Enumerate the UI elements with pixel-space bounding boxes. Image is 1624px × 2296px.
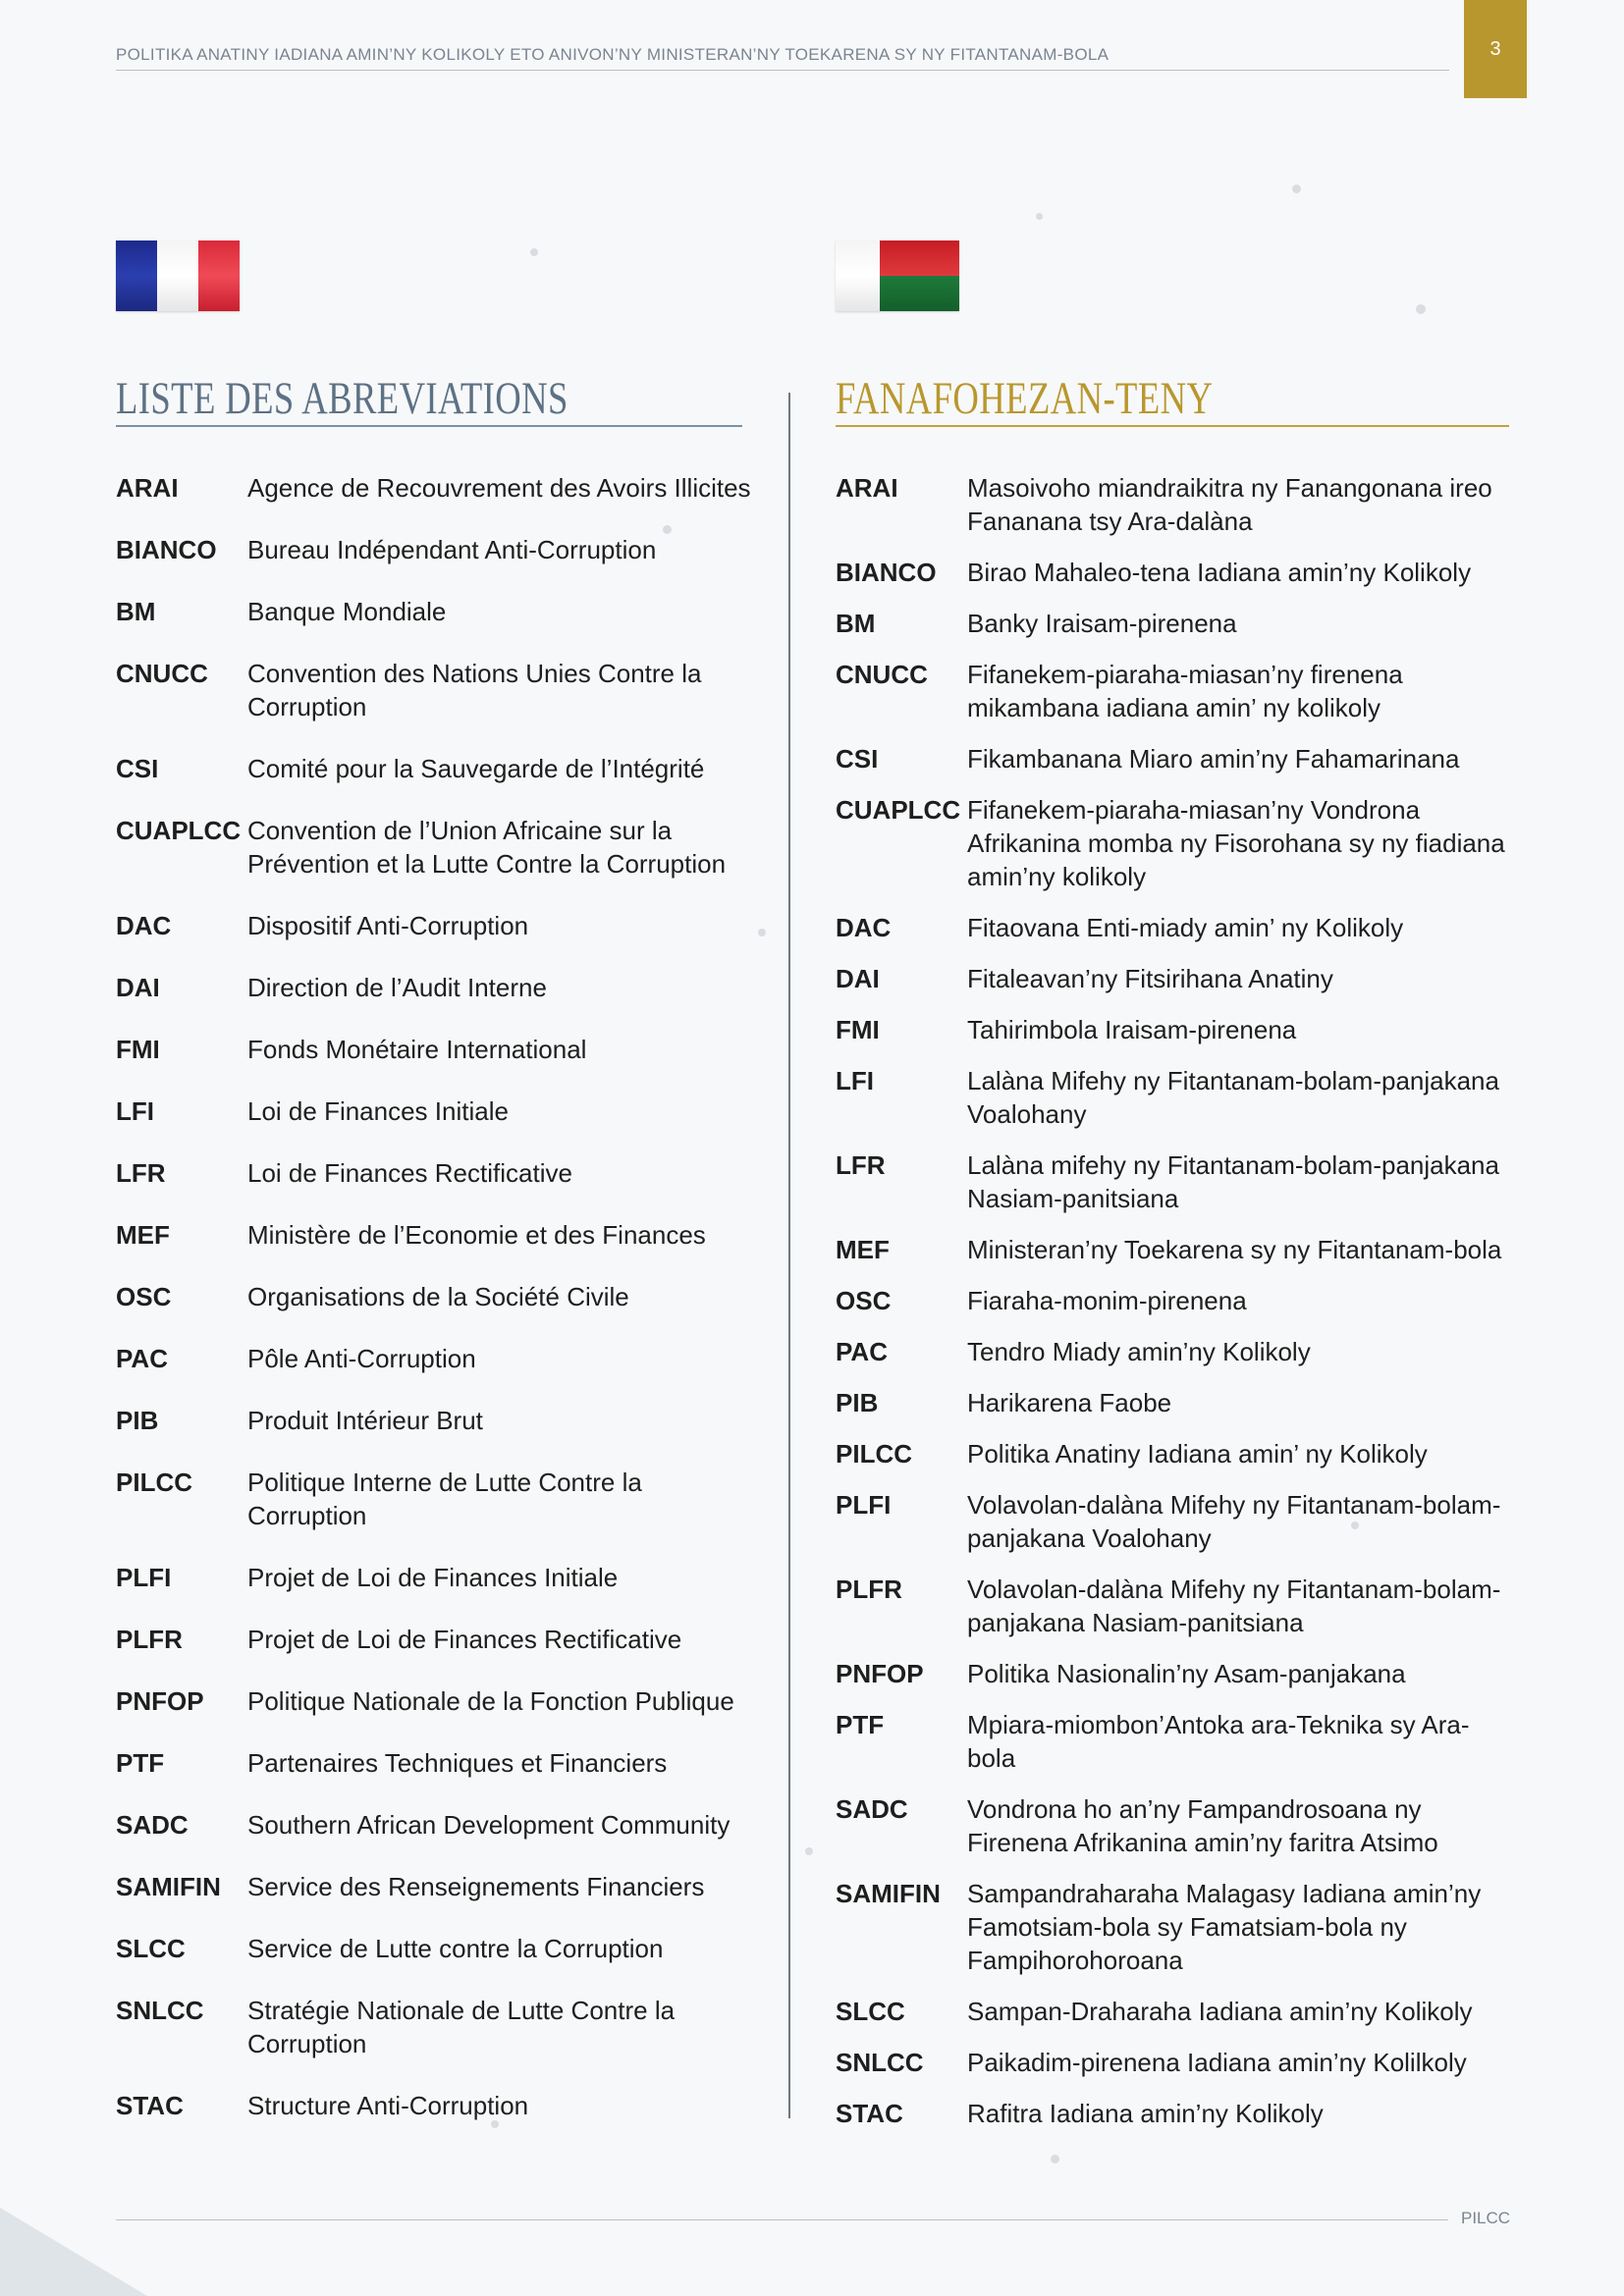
abbreviation-code: BIANCO: [116, 535, 217, 564]
abbreviation-code: CUAPLCC: [116, 816, 242, 845]
abbreviation-code: BM: [836, 609, 876, 638]
background-dot: [1416, 304, 1426, 314]
abbreviation-code: SLCC: [836, 1997, 905, 2026]
abbreviation-entry: [836, 1437, 1513, 1470]
abbreviation-code: OSC: [836, 1286, 892, 1315]
abbreviation-definition: Fitaovana Enti-miady amin’ ny Kolikoly: [967, 913, 1404, 942]
abbreviation-entry: [116, 1280, 754, 1313]
abbreviation-definition: Fifanekem-piaraha-miasan’ny Vondrona Afrikanina momba ny Fisorohana sy ny fiadiana amin’ny kolikoly: [967, 795, 1505, 891]
abbreviation-entry: [836, 1573, 1513, 1639]
abbreviation-definition: Volavolan-dalàna Mifehy ny Fitantanam-bolam-panjakana Voalohany: [967, 1490, 1501, 1553]
abbreviation-definition: Mpiara-miombon’Antoka ara-Teknika sy Ara-bola: [967, 1710, 1470, 1773]
malagasy-section-title: FANAFOHEZAN-TENY: [836, 373, 1214, 424]
abbreviation-definition: Projet de Loi de Finances Initiale: [247, 1563, 619, 1592]
abbreviation-entry: [836, 1657, 1513, 1690]
abbreviation-definition: Pôle Anti-Corruption: [247, 1344, 476, 1373]
abbreviation-entry: [116, 1746, 754, 1780]
abbreviation-code: ARAI: [116, 473, 179, 503]
corner-decoration: [0, 2208, 147, 2296]
abbreviation-definition: Southern African Development Community: [247, 1810, 731, 1840]
footer-rule: [116, 2219, 1448, 2220]
abbreviation-definition: Comité pour la Sauvegarde de l’Intégrité: [247, 754, 705, 783]
abbreviation-entry: [836, 1013, 1513, 1046]
abbreviation-definition: Loi de Finances Initiale: [247, 1096, 509, 1126]
abbreviation-definition: Volavolan-dalàna Mifehy ny Fitantanam-bolam-panjakana Nasiam-panitsiana: [967, 1575, 1501, 1637]
abbreviation-definition: Rafitra Iadiana amin’ny Kolikoly: [967, 2099, 1324, 2128]
abbreviation-definition: Agence de Recouvrement des Avoirs Illicites: [247, 473, 751, 503]
france-flag-icon: [116, 240, 240, 311]
background-dot: [530, 248, 538, 256]
abbreviation-code: SADC: [116, 1810, 189, 1840]
header-rule: [116, 70, 1449, 71]
background-dot: [805, 1847, 813, 1855]
abbreviation-code: FMI: [836, 1015, 880, 1044]
abbreviation-code: OSC: [116, 1282, 172, 1311]
abbreviation-definition: Politika Anatiny Iadiana amin’ ny Kolikoly: [967, 1439, 1428, 1468]
abbreviation-code: CNUCC: [116, 659, 208, 688]
abbreviation-code: STAC: [836, 2099, 903, 2128]
abbreviation-entry: [116, 657, 754, 723]
abbreviation-entry: [836, 1064, 1513, 1131]
abbreviation-code: MEF: [116, 1220, 170, 1250]
abbreviation-code: FMI: [116, 1035, 160, 1064]
background-dot: [1292, 185, 1301, 193]
abbreviation-definition: Fonds Monétaire International: [247, 1035, 587, 1064]
abbreviation-entry: [116, 971, 754, 1004]
abbreviation-code: SLCC: [116, 1934, 186, 1963]
abbreviation-code: PILCC: [836, 1439, 912, 1468]
abbreviation-definition: Lalàna mifehy ny Fitantanam-bolam-panjakana Nasiam-panitsiana: [967, 1150, 1499, 1213]
abbreviation-definition: Politika Nasionalin’ny Asam-panjakana: [967, 1659, 1406, 1688]
abbreviation-code: PIB: [836, 1388, 879, 1417]
abbreviation-code: DAI: [116, 973, 160, 1002]
abbreviation-code: DAC: [116, 911, 172, 940]
abbreviation-code: SNLCC: [836, 2048, 924, 2077]
page-number-badge: 3: [1464, 0, 1527, 98]
french-section-title: LISTE DES ABREVIATIONS: [116, 373, 568, 424]
abbreviation-definition: Politique Nationale de la Fonction Publique: [247, 1686, 734, 1716]
abbreviation-code: CUAPLCC: [836, 795, 961, 825]
abbreviation-code: PILCC: [116, 1468, 192, 1497]
abbreviation-entry: [116, 1033, 754, 1066]
abbreviation-entry: [836, 1148, 1513, 1215]
abbreviation-code: LFR: [836, 1150, 886, 1180]
abbreviation-entry: [836, 1995, 1513, 2028]
abbreviation-definition: Vondrona ho an’ny Fampandrosoana ny Firenena Afrikanina amin’ny faritra Atsimo: [967, 1794, 1438, 1857]
abbreviation-definition: Dispositif Anti-Corruption: [247, 911, 529, 940]
french-title-rule: [116, 425, 742, 427]
abbreviation-entry: [116, 1994, 754, 2060]
abbreviation-definition: Banque Mondiale: [247, 597, 447, 626]
abbreviation-entry: [836, 556, 1513, 589]
abbreviation-definition: Convention des Nations Unies Contre la Corruption: [247, 659, 702, 721]
abbreviation-code: CNUCC: [836, 660, 928, 689]
abbreviation-definition: Direction de l’Audit Interne: [247, 973, 547, 1002]
malagasy-abbreviation-list: [836, 471, 1513, 2148]
abbreviation-definition: Service des Renseignements Financiers: [247, 1872, 705, 1901]
abbreviation-definition: Fikambanana Miaro amin’ny Fahamarinana: [967, 744, 1460, 774]
abbreviation-code: PNFOP: [116, 1686, 204, 1716]
abbreviation-code: PLFR: [116, 1625, 183, 1654]
background-dot: [1036, 213, 1043, 220]
abbreviation-definition: Paikadim-pirenena Iadiana amin’ny Kolilkoly: [967, 2048, 1467, 2077]
footer-label: PILCC: [1461, 2209, 1511, 2227]
abbreviation-code: PAC: [116, 1344, 168, 1373]
abbreviation-entry: [116, 909, 754, 942]
abbreviation-entry: [836, 1708, 1513, 1775]
abbreviation-definition: Harikarena Faobe: [967, 1388, 1172, 1417]
abbreviation-code: SADC: [836, 1794, 908, 1824]
abbreviation-code: PNFOP: [836, 1659, 924, 1688]
abbreviation-code: MEF: [836, 1235, 890, 1264]
abbreviation-code: PIB: [116, 1406, 159, 1435]
abbreviation-code: LFR: [116, 1158, 166, 1188]
madagascar-flag-icon: [836, 240, 959, 311]
abbreviation-entry: [836, 2097, 1513, 2130]
abbreviation-entry: [836, 911, 1513, 944]
abbreviation-definition: Produit Intérieur Brut: [247, 1406, 483, 1435]
column-divider: [788, 393, 790, 2118]
abbreviation-entry: [836, 1284, 1513, 1317]
abbreviation-entry: [116, 1623, 754, 1656]
abbreviation-code: DAC: [836, 913, 892, 942]
abbreviation-definition: Masoivoho miandraikitra ny Fanangonana ireo Fananana tsy Ara-dalàna: [967, 473, 1492, 536]
abbreviation-entry: [836, 1233, 1513, 1266]
abbreviation-code: DAI: [836, 964, 880, 993]
abbreviation-entry: [116, 1808, 754, 1842]
abbreviation-code: SNLCC: [116, 1996, 204, 2025]
abbreviation-code: CSI: [116, 754, 159, 783]
malagasy-title-rule: [836, 425, 1509, 427]
abbreviation-entry: [836, 793, 1513, 893]
abbreviation-definition: Birao Mahaleo-tena Iadiana amin’ny Kolikoly: [967, 558, 1472, 587]
abbreviation-entry: [836, 607, 1513, 640]
abbreviation-definition: Ministeran’ny Toekarena sy ny Fitantanam-bola: [967, 1235, 1502, 1264]
abbreviation-entry: [116, 533, 754, 566]
abbreviation-entry: [116, 1404, 754, 1437]
abbreviation-code: PAC: [836, 1337, 888, 1366]
abbreviation-definition: Bureau Indépendant Anti-Corruption: [247, 535, 657, 564]
abbreviation-definition: Convention de l’Union Africaine sur la Prévention et la Lutte Contre la Corruption: [247, 816, 727, 879]
abbreviation-definition: Tahirimbola Iraisam-pirenena: [967, 1015, 1297, 1044]
abbreviation-entry: [836, 658, 1513, 724]
abbreviation-definition: Loi de Finances Rectificative: [247, 1158, 572, 1188]
abbreviation-entry: [116, 1870, 754, 1903]
abbreviation-entry: [116, 2089, 754, 2122]
abbreviation-code: BIANCO: [836, 558, 937, 587]
abbreviation-code: PLFI: [836, 1490, 892, 1520]
abbreviation-definition: Sampan-Draharaha Iadiana amin’ny Kolikoly: [967, 1997, 1473, 2026]
abbreviation-entry: [836, 962, 1513, 995]
abbreviation-entry: [836, 2046, 1513, 2079]
abbreviation-entry: [836, 1386, 1513, 1419]
abbreviation-definition: Service de Lutte contre la Corruption: [247, 1934, 664, 1963]
abbreviation-entry: [836, 1488, 1513, 1555]
abbreviation-code: STAC: [116, 2091, 184, 2120]
abbreviation-code: LFI: [836, 1066, 874, 1095]
abbreviation-entry: [116, 814, 754, 881]
abbreviation-code: PLFI: [116, 1563, 172, 1592]
abbreviation-entry: [116, 1218, 754, 1252]
abbreviation-definition: Tendro Miady amin’ny Kolikoly: [967, 1337, 1311, 1366]
french-abbreviation-list: [116, 471, 754, 2151]
abbreviation-definition: Fitaleavan’ny Fitsirihana Anatiny: [967, 964, 1333, 993]
abbreviation-entry: [116, 471, 754, 505]
abbreviation-entry: [116, 1684, 754, 1718]
abbreviation-code: PTF: [836, 1710, 885, 1739]
abbreviation-entry: [116, 1156, 754, 1190]
abbreviation-definition: Organisations de la Société Civile: [247, 1282, 629, 1311]
abbreviation-entry: [836, 1792, 1513, 1859]
abbreviation-entry: [836, 742, 1513, 775]
background-dot: [758, 929, 766, 936]
abbreviation-entry: [116, 595, 754, 628]
abbreviation-definition: Politique Interne de Lutte Contre la Corruption: [247, 1468, 642, 1530]
abbreviation-code: PTF: [116, 1748, 165, 1778]
abbreviation-definition: Lalàna Mifehy ny Fitantanam-bolam-panjakana Voalohany: [967, 1066, 1499, 1129]
background-dot: [1051, 2155, 1059, 2163]
abbreviation-definition: Sampandraharaha Malagasy Iadiana amin’ny Famotsiam-bola sy Famatsiam-bola ny Fampihorohoroana: [967, 1879, 1482, 1975]
abbreviation-code: CSI: [836, 744, 879, 774]
abbreviation-entry: [116, 752, 754, 785]
abbreviation-code: ARAI: [836, 473, 898, 503]
abbreviation-entry: [116, 1466, 754, 1532]
abbreviation-definition: Banky Iraisam-pirenena: [967, 609, 1237, 638]
abbreviation-definition: Projet de Loi de Finances Rectificative: [247, 1625, 682, 1654]
running-header: POLITIKA ANATINY IADIANA AMIN’NY KOLIKOLY ETO ANIVON’NY MINISTERAN’NY TOEKARENA SY NY FITANTANAM-BOLA: [116, 45, 1110, 64]
abbreviation-code: PLFR: [836, 1575, 902, 1604]
abbreviation-definition: Ministère de l’Economie et des Finances: [247, 1220, 706, 1250]
abbreviation-definition: Fifanekem-piaraha-miasan’ny firenena mikambana iadiana amin’ ny kolikoly: [967, 660, 1403, 722]
abbreviation-entry: [836, 1335, 1513, 1368]
abbreviation-definition: Structure Anti-Corruption: [247, 2091, 529, 2120]
abbreviation-entry: [116, 1561, 754, 1594]
abbreviation-definition: Stratégie Nationale de Lutte Contre la Corruption: [247, 1996, 676, 2058]
abbreviation-code: SAMIFIN: [836, 1879, 941, 1908]
abbreviation-entry: [116, 1095, 754, 1128]
abbreviation-definition: Partenaires Techniques et Financiers: [247, 1748, 668, 1778]
abbreviation-entry: [836, 471, 1513, 538]
abbreviation-entry: [116, 1932, 754, 1965]
abbreviation-entry: [836, 1877, 1513, 1977]
abbreviation-code: BM: [116, 597, 156, 626]
abbreviation-definition: Fiaraha-monim-pirenena: [967, 1286, 1247, 1315]
abbreviation-entry: [116, 1342, 754, 1375]
abbreviation-code: LFI: [116, 1096, 154, 1126]
abbreviation-code: SAMIFIN: [116, 1872, 221, 1901]
